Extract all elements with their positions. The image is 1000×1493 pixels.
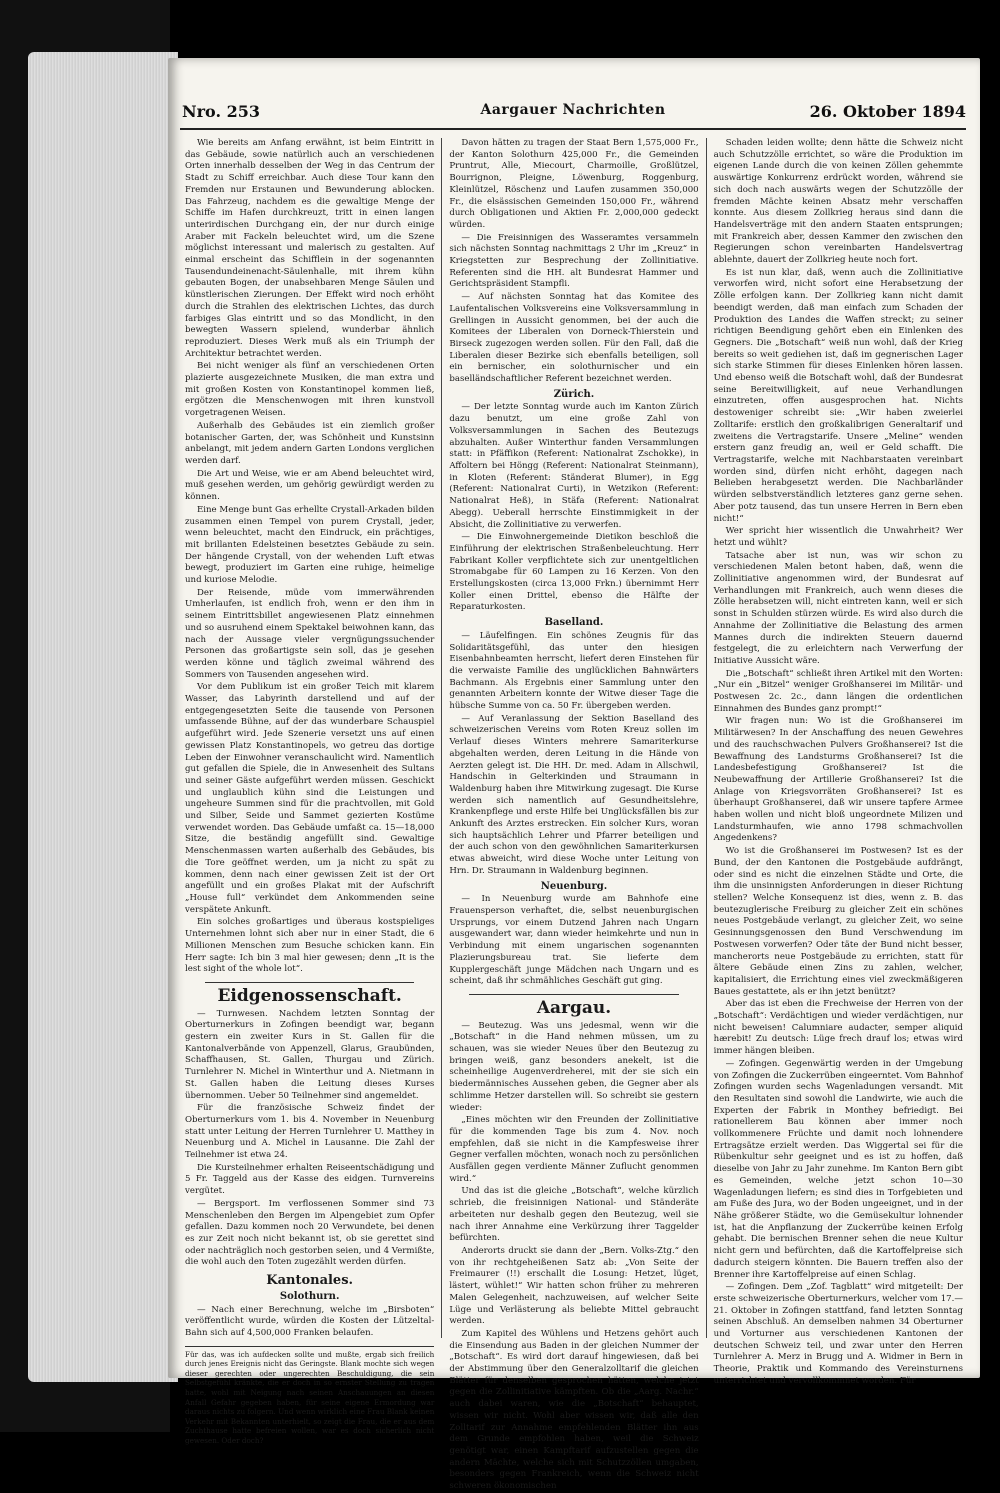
paragraph: Und das ist die gleiche „Botschaft“, welche kürzlich schrieb, die freisinnigen National- und Ständeräte arbeiteten nur deshalb gegen den Beutezug, weil sie nach ihrer Annahme eine Verkürzung ihrer Taggelder befürchten.: [449, 1186, 699, 1244]
paragraph: Tatsache aber ist nun, was wir schon zu verschiedenen Malen betont haben, daß, wenn die Zollinitiative angenommen wird, der Bundesrat auf Verhandlungen mit Frankreich, auch wenn dieses die Zölle herabsetzen will, nicht eintreten kann, weil er sich sonst in Schulden stürzen würde. Es wird also durch die Annahme der Zollinitiative die Belastung des armen Mannes durch die indirekten Steuern dauernd festgelegt, die zu erleichtern nach Verwerfung der Initiative Aussicht wäre.: [713, 550, 963, 666]
subheading-neuenburg: Neuenburg.: [540, 880, 608, 892]
feuilleton-footnote: [185, 1346, 434, 1446]
paragraph: Zum Kapitel des Wühlens und Hetzens gehört auch die Einsendung aus Baden in der gleichen Nummer der „Botschaft“. Es wird dort darauf hingewiesen, daß bei der Abstimmung über den Generalzolltarif die gleichen Blätter für denselben gesprochen hätten, welche jetzt gegen die Zollinitiative kämpften. Ob die „Aarg. Nachr.“ auch dabei waren, wie die „Botschaft“ behauptet, wissen wir nicht. Wohl aber wissen wir, daß alle den Zolltarif zur Annahme empfehlenden Blätter ihn aus dem Grunde empfohlen haben, weil die Schweiz genötigt war, einen Kampftarif aufzustellen gegen die andern Mächte, welche sich mit Schutzzöllen umgaben, besonders gegen Frankreich, wenn die Schweiz nicht schweren ökonomischen: [449, 1328, 699, 1492]
issue-number: Nro. 253: [182, 102, 260, 121]
paragraph: Der Reisende, müde vom immerwährenden Umherlaufen, ist endlich froh, wenn er den ihm in seinem Eintrittsbillet angewiesenen Platz einnehmen und so ausruhend einem Spektakel beiwohnen kann, das nach der Aussage vieler vergnügungssuchender Personen das großartigste sein soll, das je gesehen werden könne und täglich zweimal während des Sommers von Tausenden angesehen wird.: [185, 587, 435, 680]
paragraph: Vor dem Publikum ist ein großer Teich mit klarem Wasser, das Labyrinth darstellend und auf der entgegengesetzten Seite die tausende von Personen umfassende Bühne, auf der das wunderbare Schauspiel aufgeführt wird. Jede Szenerie versetzt uns auf einen gewissen Platz Konstantinopels, wo getreu das dortige Leben der Einwohner veranschaulicht wird. Namentlich gut gefallen die Spiele, die in Anwesenheit des Sultans und seiner Gäste aufgeführt werden müssen. Geschickt und unglaublich kühn sind die Leistungen und ungeheure Summen sind für die prachtvollen, mit Gold und Silber, Seide und Sammet gezierten Kostüme verwendet worden. Das Gebäude umfaßt ca. 15—18,000 Sitze, die beständig angefüllt sind. Gewaltige Menschenmassen warten außerhalb des Gebäudes, bis die Tore geöffnet werden, um ja nicht zu spät zu kommen, denn nach einer gewissen Zeit ist der Ort angefüllt und ein großes Plakat mit der Aufschrift „House full“ verkündet dem Ankommenden seine verspätete Ankunft.: [185, 682, 435, 915]
footnote-text: Für das, was ich aufdecken sollte und mußte, ergab sich freilich durch jenes Ereignis nicht das Geringste. Blank mochte sich wegen dieser gerechten oder ungerechten Beschuldigung, die sein Selbstgefühl kränkte, die er doch in so ernster Stellung zu tragen hatte, wohl mit Neigung nach seinen Anschauungen an diesen Anfall Gefahr gegeben haben, für seine eigene Ermordung war daraus nichts zu folgern. Und wenn wirklich eine Frau Blank keinen Verkehr mit Bekannten unterhielt, so zeigt die Frau, die er aus dem Zuchthause hatte befreien wollen, war es doch sicherlich nicht gewesen. Oder doch?: [185, 1349, 435, 1445]
paragraph: — In Neuenburg wurde am Bahnhofe eine Frauensperson verhaftet, die, selbst neuenburgischen Ursprungs, vor einem Dutzend Jahren nach Ungarn ausgewandert war, dann wieder heimkehrte und nun in Verbindung mit einem ungarischen sogenannten Plazierungsbureau trat. Sie lieferte dem Kupplergeschäft junge Mädchen nach Ungarn und es scheint, daß ihr schmähliches Geschäft gut ging.: [449, 894, 699, 987]
subheading-solothurn: Solothurn.: [279, 1290, 340, 1302]
paragraph: — Der letzte Sonntag wurde auch im Kanton Zürich dazu benutzt, um eine große Zahl von Volksversammlungen in Sachen des Beutezugs abzuhalten. Außer Winterthur fanden Versammlungen statt: in Pfäffikon (Referent: Nationalrat Zschokke), in Affoltern bei Höngg (Referent: Nationalrat Steinmann), in Kloten (Referent: Ständerat Blumer), in Egg (Referent: Nationalrat Curti), in Wetzikon (Referent: Nationalrat Heß), in Stäfa (Referent: Nationalrat Abegg). Ueberall herrschte Einstimmigkeit in der Absicht, die Zollinitiative zu verwerfen.: [449, 402, 699, 530]
column-3: [706, 138, 970, 1386]
newspaper-title: Aargauer Nachrichten: [480, 102, 666, 118]
paragraph: — Beutezug. Was uns jedesmal, wenn wir die „Botschaft“ in die Hand nehmen müssen, um zu schauen, was sie wieder Neues über den Beutezug zu bringen weiß, ganz besonders anekelt, ist die scheinheilige Augenverdreherei, mit der sie sich ein biedermännisches Aussehen geben, die Gegner aber als schlimme Hetzer darstellen will. So schreibt sie gestern wieder:: [449, 1020, 699, 1113]
paragraph: Aber das ist eben die Frechweise der Herren von der „Botschaft“: Verdächtigen und wieder verdächtigen, nur nicht beweisen! Calumniare audacter, semper aliquid hærebit! Zu deutsch: Lüge frech drauf los; etwas wird immer hängen bleiben.: [713, 999, 963, 1057]
page-stack: [28, 52, 178, 1382]
section-divider: [469, 994, 678, 995]
paragraph: Wie bereits am Anfang erwähnt, ist beim Eintritt in das Gebäude, sowie natürlich auch an verschiedenen Orten innerhalb desselben der Weg in das Centrum der Stadt zu Schiff erreichbar. Auch diese Tour kann den Fremden nur Erstaunen und Bewunderung ablocken. Das Fahrzeug, nachdem es die gewaltige Menge der Schiffe im Hafen durchkreuzt, tritt in einen langen unterirdischen Durchgang ein, der nur durch einige Araber mit Fackeln beleuchtet wird, um die Szene möglichst interessant und malerisch zu gestalten. Auf einmal erscheint das Schifflein in der sogenannten Tausendundeinenacht-Säulenhalle, mit ihrem kühn gebauten Bogen, der unabsehbaren Menge Säulen und künstlerischen Zierungen. Der Effekt wird noch erhöht durch die Strahlen des elektrischen Lichtes, das durch farbiges Glas eintritt und so das Mondlicht, in den bewegten Wassern spielend, wunderbar ähnlich reproduziert. Dieses Werk muß als ein Triumph der Architektur betrachtet werden.: [185, 138, 435, 359]
paragraph: Wer spricht hier wissentlich die Unwahrheit? Wer hetzt und wühlt?: [713, 526, 963, 548]
paragraph: — Die Freisinnigen des Wasseramtes versammeln sich nächsten Sonntag nachmittags 2 Uhr im „Kreuz“ in Kriegstetten zur Besprechung der Zollinitiative. Referenten sind die HH. alt Bundesrat Hammer und Gerichtspräsident Stampfli.: [449, 232, 699, 290]
paragraph: — Läufelfingen. Ein schönes Zeugnis für das Solidaritätsgefühl, das unter den hiesigen Eisenbahnbeamten herrscht, liefert deren Einstehen für die verwaiste Familie des unglücklichen Bahnwärters Bachmann. Als Ergebnis einer Sammlung unter den genannten Arbeitern konnte der Witwe dieser Tage die hübsche Summe von ca. 50 Fr. übergeben werden.: [449, 630, 699, 712]
paragraph: — Auf Veranlassung der Sektion Baselland des schweizerischen Vereins vom Roten Kreuz sollen im Verlauf dieses Winters mehrere Samariterkurse abgehalten werden, deren Leitung in die Hände von Aerzten gelegt ist. Die HH. Dr. med. Adam in Allschwil, Handschin in Gelterkinden und Straumann in Waldenburg haben ihre Mitwirkung zugesagt. Die Kurse werden sich namentlich auf Gesundheitslehre, Krankenpflege und erste Hilfe bei Unglücksfällen bis zur Ankunft des Arztes erstrecken. Ein solcher Kurs, woran sich hauptsächlich Lehrer und Pfarrer beteiligen und der auch schon von den gewöhnlichen Samariterkursen etwas abweicht, wird diese Woche unter Leitung von Hrn. Dr. Straumann in Waldenburg beginnen.: [449, 713, 699, 876]
subheading-zurich: Zürich.: [553, 388, 595, 400]
paragraph: Außerhalb des Gebäudes ist ein ziemlich großer botanischer Garten, der, was Schönheit und Kunstsinn anbelangt, mit jedem andern Garten Londons verglichen werden darf.: [185, 420, 435, 466]
paragraph: Es ist nun klar, daß, wenn auch die Zollinitiative verworfen wird, nicht sofort eine Herabsetzung der Zölle erfolgen kann. Der Zollkrieg kann nicht damit beendigt werden, daß man einfach zum Schaden der Produktion des Landes die Waffen streckt; zu seiner richtigen Beendigung gehört eben ein Einlenken des Gegners. Die „Botschaft“ weiß nun wohl, daß der Krieg bereits so weit gediehen ist, daß im gegnerischen Lager sich starke Stimmen für dieses Einlenken hören lassen. Und ebenso weiß die Botschaft wohl, daß der Bundesrat seine Bereitwilligkeit, auf neue Verhandlungen einzutreten, offen ausgesprochen hat. Nichts destoweniger schreibt sie: „Wir haben zweierlei Zolltarife: erstlich den großkalibrigen Generaltarif und zweitens die Vertragstarife. Unsere „Meline“ wenden erstern ganz freudig an, weil er Geld schafft. Die Vertragstarife, welche mit Nachbarstaaten vereinbart worden sind, dürfen nicht erhöht, dagegen nach Belieben herabgesetzt werden. Die Nachbarländer würden selbstverständlich letzteres ganz gerne sehen. Aber potz tausend, das tun unsere Herren in Bern eben nicht!“: [713, 267, 963, 524]
paragraph: — Zofingen. Gegenwärtig werden in der Umgebung von Zofingen die Zuckerrüben eingeerntet. Vom Bahnhof Zofingen wurden sechs Wagenladungen versandt. Mit den Resultaten sind sowohl die Landwirte, wie auch die Experten der Fabrik in Monthey befriedigt. Bei rationellerem Bau können aber immer noch vollkommenere Früchte und damit noch lohnendere Ertragsätze erzielt werden. Das Wiggertal sei für die Rübenkultur sehr geeignet und es ist zu hoffen, daß dieselbe von Jahr zu Jahr zunehme. Im Kanton Bern gibt es Gemeinden, welche jetzt schon 10—30 Wagenladungen liefern; es sind dies in Torfgebieten und am Fuße des Jura, wo der Boden ungeeignet, und in der Nähe größerer Städte, wo die Gemüsekultur lohnender ist, hat die Anpflanzung der Zuckerrübe keinen Erfolg gehabt. Die bernischen Brenner sehen die neue Kultur nicht gern und befürchten, daß die Kartoffelpreise sich dadurch steigern könnten. Die Bauern treffen also der Brenner ihre Kartoffelpreise auf einen Schlag.: [713, 1058, 963, 1280]
paragraph: Bei nicht weniger als fünf an verschiedenen Orten plazierte ausgezeichnete Musiken, die man extra und mit großen Kosten von Konstantinopel kommen ließ, ergötzen die Menschenwogen mit ihren kunstvoll vorgetragenen Weisen.: [185, 361, 435, 419]
paragraph: — Auf nächsten Sonntag hat das Komitee des Laufentalischen Volksvereins eine Volksversammlung in Grellingen in Aussicht genommen, bei der auch die Komitees der Liberalen von Dorneck-Thierstein und Birseck zugezogen werden sollen. Für den Fall, daß die Liberalen dieser Bezirke sich ebenfalls beteiligen, soll ein bernischer, ein solothurnischer und ein baselländschaftlicher Referent bezeichnet werden.: [449, 292, 699, 385]
paragraph: — Die Einwohnergemeinde Dietikon beschloß die Einführung der elektrischen Straßenbeleuchtung. Herr Fabrikant Koller verpflichtete sich zur unentgeltlichen Stromabgabe für 60 Lampen zu 16 Kerzen. Von den Erstellungskosten (circa 13,000 Frkn.) übernimmt Herr Koller einen Drittel, ebenso die Hälfte der Reparaturkosten.: [449, 532, 699, 613]
paragraph: Davon hätten zu tragen der Staat Bern 1,575,000 Fr., der Kanton Solothurn 425,000 Fr., die Gemeinden Pruntrut, Alle, Miecourt, Charmoille, Großlützel, Bourrignon, Pleigne, Löwenburg, Roggenburg, Kleinlützel, Röschenz und Laufen zusammen 350,000 Fr., die elsässischen Gemeinden 150,000 Fr., während durch Obligationen und Aktien Fr. 2,000,000 gedeckt würden.: [449, 138, 699, 230]
paragraph: Ein solches großartiges und überaus kostspieliges Unternehmen lohnt sich aber nur in einer Stadt, die 6 Millionen Menschen zum Besuche schicken kann. Ein Herr sagte: Ich bin 3 mal hier gewesen; denn „It is the lest sight of the whole lot“.: [185, 917, 435, 975]
section-heading-aargau: Aargau.: [536, 997, 612, 1018]
newspaper-page: [168, 58, 980, 1492]
paragraph: Für die französische Schweiz findet der Oberturnerkurs vom 1. bis 4. November in Neuenburg statt unter Leitung der Herren Turnlehrer U. Matthey in Neuenburg und A. Michel in Lausanne. Die Zahl der Teilnehmer ist etwa 24.: [185, 1103, 435, 1161]
paragraph: Anderorts druckt sie dann der „Bern. Volks-Ztg.“ den von ihr rechtgeheißenen Satz ab: „Von Seite der Freimaurer (!!) erschallt die Losung: Hetzet, lüget, lästert, wühlet!“ Wir hatten schon früher zu mehreren Malen Gelegenheit, nachzuweisen, auf welcher Seite Lüge und Verlästerung als beliebte Mittel gebraucht werden.: [449, 1245, 699, 1327]
column-2: [441, 138, 705, 1492]
section-heading-kantonales: Kantonales.: [266, 1273, 354, 1289]
paragraph: Wo ist die Großhanserei im Postwesen? Ist es der Bund, der den Kantonen die Postgebäude aufdrängt, oder sind es nicht die einzelnen Städte und Orte, die ihm die unsinnigsten Anforderungen in dieser Richtung stellen? Welche Konsequenz ist dies, wenn z. B. das beutezuglerische Freiburg zu gleicher Zeit ein schönes neues Postgebäude verlangt, zu gleicher Zeit, wo seine Gesinnungsgenossen den Bund Verschwendung im Postwesen vorwerfen? Oder täte der Bund nicht besser, mancherorts neue Postgebäude zu errichten, statt für ältere Gebäude einen Zins zu zahlen, welcher, kapitalisiert, die Errichtung eines viel zweckmäßigeren Baues gestattete, als er ihn jetzt benützt?: [713, 846, 963, 997]
section-divider: [205, 982, 414, 983]
paragraph: Die Art und Weise, wie er am Abend beleuchtet wird, muß gesehen werden, um gehörig gewürdigt werden zu können.: [185, 468, 435, 503]
page-header: [180, 102, 966, 130]
paragraph: — Nach einer Berechnung, welche im „Birsboten“ veröffentlicht wurde, würden die Kosten der Lützeltal-Bahn sich auf 4,500,000 Franken belaufen.: [185, 1304, 435, 1338]
paragraph: Die Kursteilnehmer erhalten Reiseentschädigung und 5 Fr. Taggeld aus der Kasse des eidgen. Turnvereins vergütet.: [185, 1162, 435, 1197]
issue-date: 26. Oktober 1894: [809, 102, 966, 121]
paragraph: — Turnwesen. Nachdem letzten Sonntag der Oberturnerkurs in Zofingen beendigt war, begann gestern ein zweiter Kurs in St. Gallen für die Kantonalverbände von Appenzell, Glarus, Graubünden, Schaffhausen, St. Gallen, Thurgau und Zürich. Turnlehrer N. Michel in Winterthur und A. Nietmann in St. Gallen haben die Leitung dieses Kurses übernommen. Ueber 50 Teilnehmer sind angemeldet.: [185, 1008, 435, 1101]
paragraph: Die „Botschaft“ schließt ihren Artikel mit den Worten: „Nur ein „Bitzel“ weniger Großhanserei im Militär- und Postwesen 2c. 2c., dann längen die ordentlichen Einnahmen des Bundes ganz prompt!“: [713, 668, 963, 714]
paragraph: — Bergsport. Im verflossenen Sommer sind 73 Menschenleben den Bergen im Alpengebiet zum Opfer gefallen. Dazu kommen noch 20 Verwundete, bei denen es zur Zeit noch nicht bekannt ist, ob sie gerettet sind oder nachträglich noch gestorben seien, und 4 Vermißte, die wohl auch den Toten zugezählt werden dürfen.: [185, 1198, 435, 1268]
columns: [178, 138, 970, 1492]
paragraph: — Zofingen. Dem „Zof. Tagblatt“ wird mitgeteilt: Der erste schweizerische Oberturnerkurs, welcher vom 17.—21. Oktober in Zofingen stattfand, fand letzten Sonntag seinen Abschluß. An demselben nahmen 34 Oberturner und Vorturner aus verschiedenen Kantonen der deutschen Schweiz teil, und zwar unter den Herren Turnlehrer A. Merz in Brugg und A. Widmer in Bern in Theorie, Praktik und Kommando des Vereinsturnens unterrichtet und vervollkommnet worden. Für: [713, 1282, 963, 1386]
paragraph: Schaden leiden wollte; denn hätte die Schweiz nicht auch Schutzzölle errichtet, so wäre die Produktion im eigenen Lande durch die von keinen Zöllen gehemmte auswärtige Konkurrenz erdrückt worden, während sie sich doch nach auswärts wegen der Schutzzölle der fremden Mächte keinen Absatz mehr verschaffen konnte. Aus diesem Zollkrieg heraus sind dann die Handelsverträge mit den andern Staaten entsprungen; mit Frankreich aber, dessen Kammer den zwischen den Regierungen schon vereinbarten Handelsvertrag ablehnte, dauert der Zollkrieg heute noch fort.: [713, 138, 963, 266]
paragraph: Wir fragen nun: Wo ist die Großhanserei im Militärwesen? In der Anschaffung des neuen Gewehres und des rauchschwachen Pulvers Großhanserei? Ist die Bewaffnung des Landsturms Großhanserei? Ist die Landesbefestigung Großhanserei? Ist die Neubewaffnung der Artillerie Großhanserei? Ist die Anlage von Kriegsvorräten Großhanserei? Ist es überhaupt Großhanserei, daß wir unsere tapfere Armee haben wollen und nicht bloß ungeordnete Milizen und Landsturmhaufen, wie anno 1798 schmachvollen Angedenkens?: [713, 716, 963, 844]
paragraph: Eine Menge bunt Gas erhellte Crystall-Arkaden bilden zusammen einen Tempel von purem Crystall, jeder, wenn beleuchtet, macht den Eindruck, ein prächtiges, mit brillanten Edelsteinen besetztes Gebäude zu sein. Der hängende Crystall, von der wehenden Luft etwas bewegt, produziert im Garten eine ruhige, heimelige und kuriose Melodie.: [185, 504, 435, 586]
subheading-baselland: Baselland.: [544, 617, 604, 629]
column-1: [178, 138, 441, 1445]
section-heading-eidgenossenschaft: Eidgenossenschaft.: [217, 985, 402, 1006]
paragraph: „Eines möchten wir den Freunden der Zollinitiative für die kommenden Tage bis zum 4. Nov. noch empfehlen, daß sie nicht in die Kampfesweise ihrer Gegner verfallen möchten, wonach noch zu persönlichen Ausfällen gegen verdiente Männer Zuflucht genommen wird.“: [449, 1115, 699, 1184]
